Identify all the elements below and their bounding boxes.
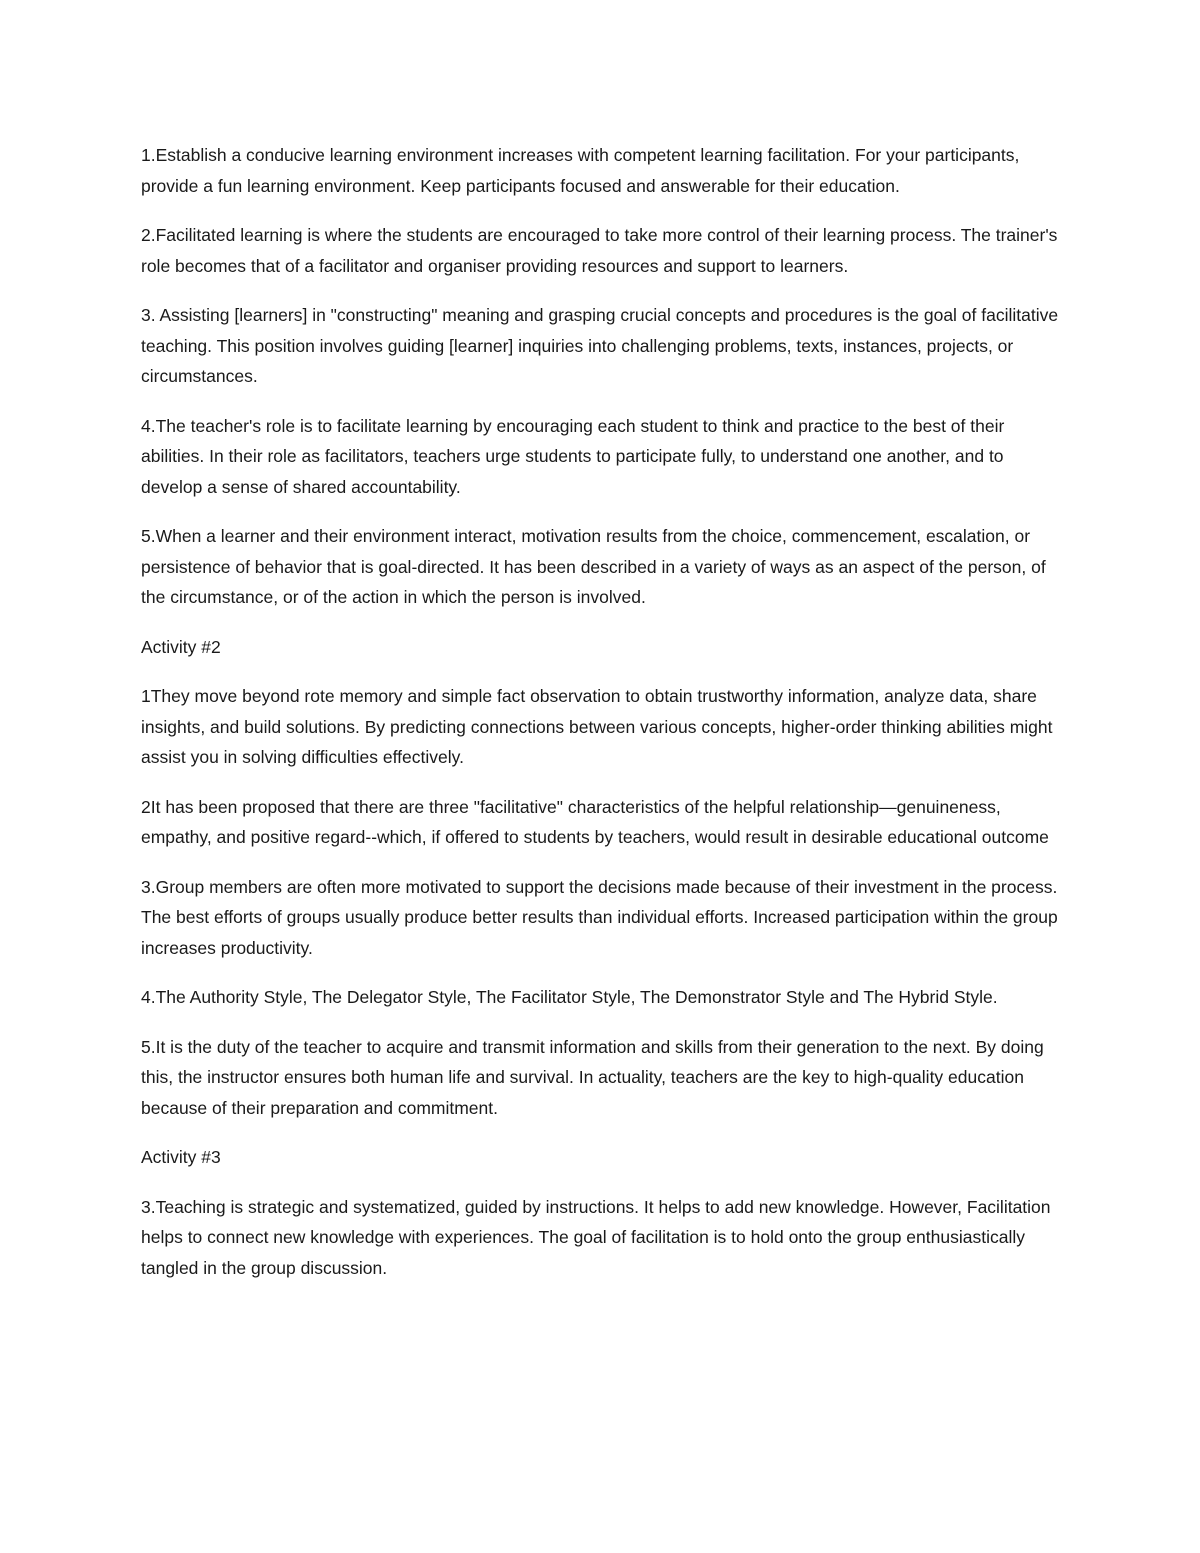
paragraph-3: 3. Assisting [learners] in "constructing" meaning and grasping crucial concepts and procedures is the goal of facilitative teaching. This position involves guiding [learner] inquiries into challenging problems, texts, instances, projects, or circumstances. — [141, 305, 1059, 386]
paragraph-1: 1.Establish a conducive learning environment increases with competent learning facilitation. For your participants, provide a fun learning environment. Keep participants focused and answerable for their education. — [141, 145, 1020, 196]
activity-3-paragraph-1: 3.Teaching is strategic and systematized, guided by instructions. It helps to add new knowledge. However, Facilitation helps to connect new knowledge with experiences. The goal of facilitation is to hold onto the group enthusiastically tangled in the group discussion. — [141, 1196, 1051, 1278]
paragraph-2: 2.Facilitated learning is where the students are encouraged to take more control of their learning process. The trainer's role becomes that of a facilitator and organiser providing resources and support to learners. — [141, 225, 1058, 276]
activity-2-heading: Activity #2 — [141, 636, 221, 657]
activity-2-paragraph-5: 5.It is the duty of the teacher to acquire and transmit information and skills from their generation to the next. By doing this, the instructor ensures both human life and survival. In actuality, teachers are the key to high-quality education because of their preparation and commitment. — [141, 1036, 1044, 1118]
paragraph-5: 5.When a learner and their environment interact, motivation results from the choice, commencement, escalation, or persistence of behavior that is goal-directed. It has been described in a variety of ways as an aspect of the person, of the circumstance, or of the action in which the person is involved. — [141, 526, 1046, 607]
activity-3-heading: Activity #3 — [141, 1147, 221, 1167]
activity-2-paragraph-4: 4.The Authority Style, The Delegator Style, The Facilitator Style, The Demonstrator Style and The Hybrid Style. — [141, 987, 998, 1007]
activity-2-paragraph-3: 3.Group members are often more motivated to support the decisions made because of their investment in the process. The best efforts of groups usually produce better results than individual efforts. Increased participation within the group increases productivity. — [141, 876, 1058, 958]
paragraph-4: 4.The teacher's role is to facilitate learning by encouraging each student to think and practice to the best of their abilities. In their role as facilitators, teachers urge students to participate fully, to understand one another, and to develop a sense of shared accountability. — [141, 415, 1005, 497]
activity-2-paragraph-1: 1They move beyond rote memory and simple fact observation to obtain trustworthy information, analyze data, share insights, and build solutions. By predicting connections between various concepts, higher-order thinking abilities might assist you in solving difficulties effectively. — [141, 686, 1053, 767]
document-body — [141, 140, 1066, 1302]
activity-2-paragraph-2: 2It has been proposed that there are three "facilitative" characteristics of the helpful relationship—genuineness, empathy, and positive regard--which, if offered to students by teachers, would result in desirable educational outcome — [141, 796, 1049, 847]
